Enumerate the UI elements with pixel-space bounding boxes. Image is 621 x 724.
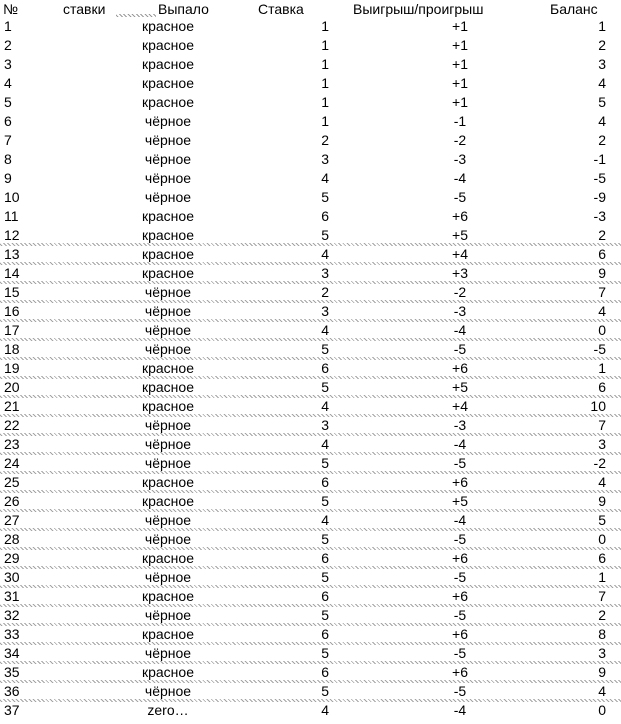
header-win-loss: Выигрыш/проигрыш: [353, 1, 484, 17]
row-number: 15: [4, 284, 20, 300]
row-balance: 4: [598, 75, 606, 91]
table-row: [0, 207, 621, 226]
row-number: 36: [4, 683, 20, 699]
table-row: [0, 93, 621, 112]
row-balance: 5: [598, 512, 606, 528]
row-number: 30: [4, 569, 20, 585]
row-result: -3: [453, 151, 467, 167]
row-bet: 6: [321, 664, 329, 680]
row-number: 10: [4, 189, 20, 205]
row-number: 20: [4, 379, 20, 395]
row-result: +4: [452, 398, 468, 414]
row-result: -5: [453, 607, 467, 623]
row-bet: 5: [321, 455, 329, 471]
row-balance: 3: [598, 645, 606, 661]
row-outcome: красное: [141, 664, 194, 680]
row-result: +1: [452, 37, 468, 53]
row-number: 9: [4, 170, 12, 186]
row-balance: 7: [598, 588, 606, 604]
row-outcome: красное: [141, 75, 194, 91]
row-number: 18: [4, 341, 20, 357]
table-row: [0, 701, 621, 720]
row-outcome: красное: [141, 493, 194, 509]
row-result: +1: [452, 75, 468, 91]
row-number: 32: [4, 607, 20, 623]
row-bet: 4: [321, 398, 329, 414]
table-row: [0, 150, 621, 169]
row-result: -5: [453, 455, 467, 471]
row-outcome: красное: [141, 227, 194, 243]
row-balance: -9: [593, 189, 606, 205]
row-number: 4: [4, 75, 12, 91]
row-result: +6: [452, 208, 468, 224]
table-row: [0, 17, 621, 36]
row-number: 3: [4, 56, 12, 72]
row-result: +1: [452, 18, 468, 34]
row-result: -5: [453, 645, 467, 661]
row-outcome: чёрное: [144, 417, 192, 433]
row-bet: 6: [321, 588, 329, 604]
row-result: +6: [452, 588, 468, 604]
row-number: 16: [4, 303, 20, 319]
row-bet: 5: [321, 379, 329, 395]
row-balance: 6: [598, 379, 606, 395]
row-number: 35: [4, 664, 20, 680]
row-bet: 5: [321, 189, 329, 205]
row-bet: 3: [321, 303, 329, 319]
row-outcome: чёрное: [144, 512, 192, 528]
row-number: 12: [4, 227, 20, 243]
row-bet: 5: [321, 493, 329, 509]
row-bet: 4: [321, 246, 329, 262]
row-balance: 0: [598, 702, 606, 718]
row-balance: 4: [598, 683, 606, 699]
row-balance: 1: [598, 569, 606, 585]
row-result: -3: [453, 417, 467, 433]
table-row: [0, 112, 621, 131]
row-bet: 6: [321, 550, 329, 566]
row-bet: 6: [321, 208, 329, 224]
row-outcome: красное: [141, 550, 194, 566]
row-outcome: красное: [141, 588, 194, 604]
row-number: 23: [4, 436, 20, 452]
row-bet: 3: [321, 417, 329, 433]
row-bet: 5: [321, 607, 329, 623]
row-number: 17: [4, 322, 20, 338]
row-outcome: чёрное: [144, 322, 192, 338]
row-bet: 1: [321, 37, 329, 53]
row-bet: 1: [321, 56, 329, 72]
row-number: 33: [4, 626, 20, 642]
row-outcome: чёрное: [144, 683, 192, 699]
row-bet: 1: [321, 113, 329, 129]
row-number: 22: [4, 417, 20, 433]
row-outcome: красное: [141, 37, 194, 53]
row-bet: 5: [321, 531, 329, 547]
row-balance: 9: [598, 664, 606, 680]
row-balance: 3: [598, 56, 606, 72]
row-number: 8: [4, 151, 12, 167]
row-outcome: чёрное: [144, 113, 192, 129]
row-bet: 5: [321, 683, 329, 699]
table-row: [0, 169, 621, 188]
row-result: -2: [453, 284, 467, 300]
row-balance: 2: [598, 37, 606, 53]
row-outcome: чёрное: [144, 645, 192, 661]
row-number: 11: [4, 208, 19, 224]
row-number: 29: [4, 550, 20, 566]
row-number: 25: [4, 474, 20, 490]
row-result: -1: [453, 113, 467, 129]
row-balance: 0: [598, 531, 606, 547]
row-balance: 6: [598, 246, 606, 262]
row-bet: 6: [321, 360, 329, 376]
row-outcome: чёрное: [144, 170, 192, 186]
header-number: №: [3, 1, 19, 17]
row-bet: 1: [321, 75, 329, 91]
row-balance: 4: [598, 474, 606, 490]
row-result: +6: [452, 626, 468, 642]
row-number: 27: [4, 512, 20, 528]
row-result: +6: [452, 664, 468, 680]
table-row: [0, 36, 621, 55]
row-balance: -5: [593, 341, 606, 357]
row-result: -2: [453, 132, 467, 148]
row-bet: 2: [321, 284, 329, 300]
row-outcome: чёрное: [144, 132, 192, 148]
row-outcome: чёрное: [144, 455, 192, 471]
header-stavki: ставки: [63, 1, 106, 17]
row-result: +5: [452, 379, 468, 395]
row-result: +5: [452, 493, 468, 509]
row-bet: 3: [321, 151, 329, 167]
row-outcome: чёрное: [144, 607, 192, 623]
row-result: +1: [452, 94, 468, 110]
row-outcome: чёрное: [144, 189, 192, 205]
row-outcome: чёрное: [144, 341, 192, 357]
row-bet: 1: [321, 94, 329, 110]
row-outcome: чёрное: [144, 151, 192, 167]
row-bet: 4: [321, 170, 329, 186]
row-number: 14: [4, 265, 20, 281]
row-result: -4: [453, 512, 467, 528]
row-balance: 9: [598, 265, 606, 281]
row-number: 24: [4, 455, 20, 471]
row-result: +5: [452, 227, 468, 243]
row-outcome: zero…: [147, 702, 189, 718]
row-bet: 3: [321, 265, 329, 281]
row-bet: 6: [321, 474, 329, 490]
row-result: +3: [452, 265, 468, 281]
row-outcome: красное: [141, 398, 194, 414]
row-balance: 8: [598, 626, 606, 642]
row-outcome: красное: [141, 246, 194, 262]
row-outcome: чёрное: [144, 436, 192, 452]
row-number: 28: [4, 531, 20, 547]
row-result: -3: [453, 303, 467, 319]
row-balance: 1: [598, 360, 606, 376]
row-outcome: красное: [141, 18, 194, 34]
row-balance: 9: [598, 493, 606, 509]
row-outcome: чёрное: [144, 569, 192, 585]
row-balance: 5: [598, 94, 606, 110]
row-balance: 4: [598, 113, 606, 129]
row-balance: -1: [593, 151, 606, 167]
row-balance: 7: [598, 417, 606, 433]
row-outcome: красное: [141, 379, 194, 395]
row-bet: 4: [321, 512, 329, 528]
table-row: [0, 74, 621, 93]
row-bet: 2: [321, 132, 329, 148]
row-number: 5: [4, 94, 12, 110]
row-number: 13: [4, 246, 20, 262]
row-outcome: красное: [141, 94, 194, 110]
row-bet: 4: [321, 436, 329, 452]
row-balance: -5: [593, 170, 606, 186]
row-result: +6: [452, 474, 468, 490]
row-bet: 4: [321, 322, 329, 338]
row-balance: 2: [598, 607, 606, 623]
row-outcome: красное: [141, 208, 194, 224]
table-row: [0, 131, 621, 150]
table-row: [0, 188, 621, 207]
row-balance: 7: [598, 284, 606, 300]
row-result: -5: [453, 569, 467, 585]
table-row: [0, 55, 621, 74]
row-outcome: красное: [141, 626, 194, 642]
header-balance: Баланс: [550, 1, 598, 17]
row-result: +1: [452, 56, 468, 72]
row-number: 37: [4, 702, 20, 718]
row-result: +6: [452, 360, 468, 376]
row-bet: 5: [321, 227, 329, 243]
row-number: 6: [4, 113, 12, 129]
row-outcome: чёрное: [144, 303, 192, 319]
header-bet: Ставка: [258, 1, 304, 17]
row-balance: 0: [598, 322, 606, 338]
row-bet: 5: [321, 569, 329, 585]
row-bet: 6: [321, 626, 329, 642]
row-balance: 6: [598, 550, 606, 566]
row-result: +4: [452, 246, 468, 262]
row-result: -5: [453, 531, 467, 547]
row-bet: 5: [321, 341, 329, 357]
row-balance: 4: [598, 303, 606, 319]
header-outcome: Выпало: [158, 1, 209, 17]
row-bet: 4: [321, 702, 329, 718]
row-outcome: красное: [141, 265, 194, 281]
row-number: 7: [4, 132, 12, 148]
row-outcome: чёрное: [144, 284, 192, 300]
row-outcome: красное: [141, 56, 194, 72]
row-balance: 10: [590, 398, 606, 414]
row-result: -5: [453, 341, 467, 357]
row-balance: 3: [598, 436, 606, 452]
row-number: 34: [4, 645, 20, 661]
row-number: 31: [4, 588, 20, 604]
row-outcome: красное: [141, 474, 194, 490]
row-balance: 2: [598, 132, 606, 148]
row-number: 26: [4, 493, 20, 509]
row-number: 19: [4, 360, 20, 376]
row-bet: 1: [321, 18, 329, 34]
row-number: 21: [4, 398, 20, 414]
row-result: -5: [453, 189, 467, 205]
row-outcome: чёрное: [144, 531, 192, 547]
row-bet: 5: [321, 645, 329, 661]
row-number: 2: [4, 37, 12, 53]
row-result: -4: [453, 702, 467, 718]
row-result: -5: [453, 683, 467, 699]
row-result: +6: [452, 550, 468, 566]
row-outcome: красное: [141, 360, 194, 376]
row-balance: -2: [593, 455, 606, 471]
row-result: -4: [453, 170, 467, 186]
row-balance: 2: [598, 227, 606, 243]
row-balance: 1: [598, 18, 606, 34]
row-balance: -3: [593, 208, 606, 224]
row-result: -4: [453, 322, 467, 338]
row-number: 1: [4, 18, 12, 34]
row-result: -4: [453, 436, 467, 452]
